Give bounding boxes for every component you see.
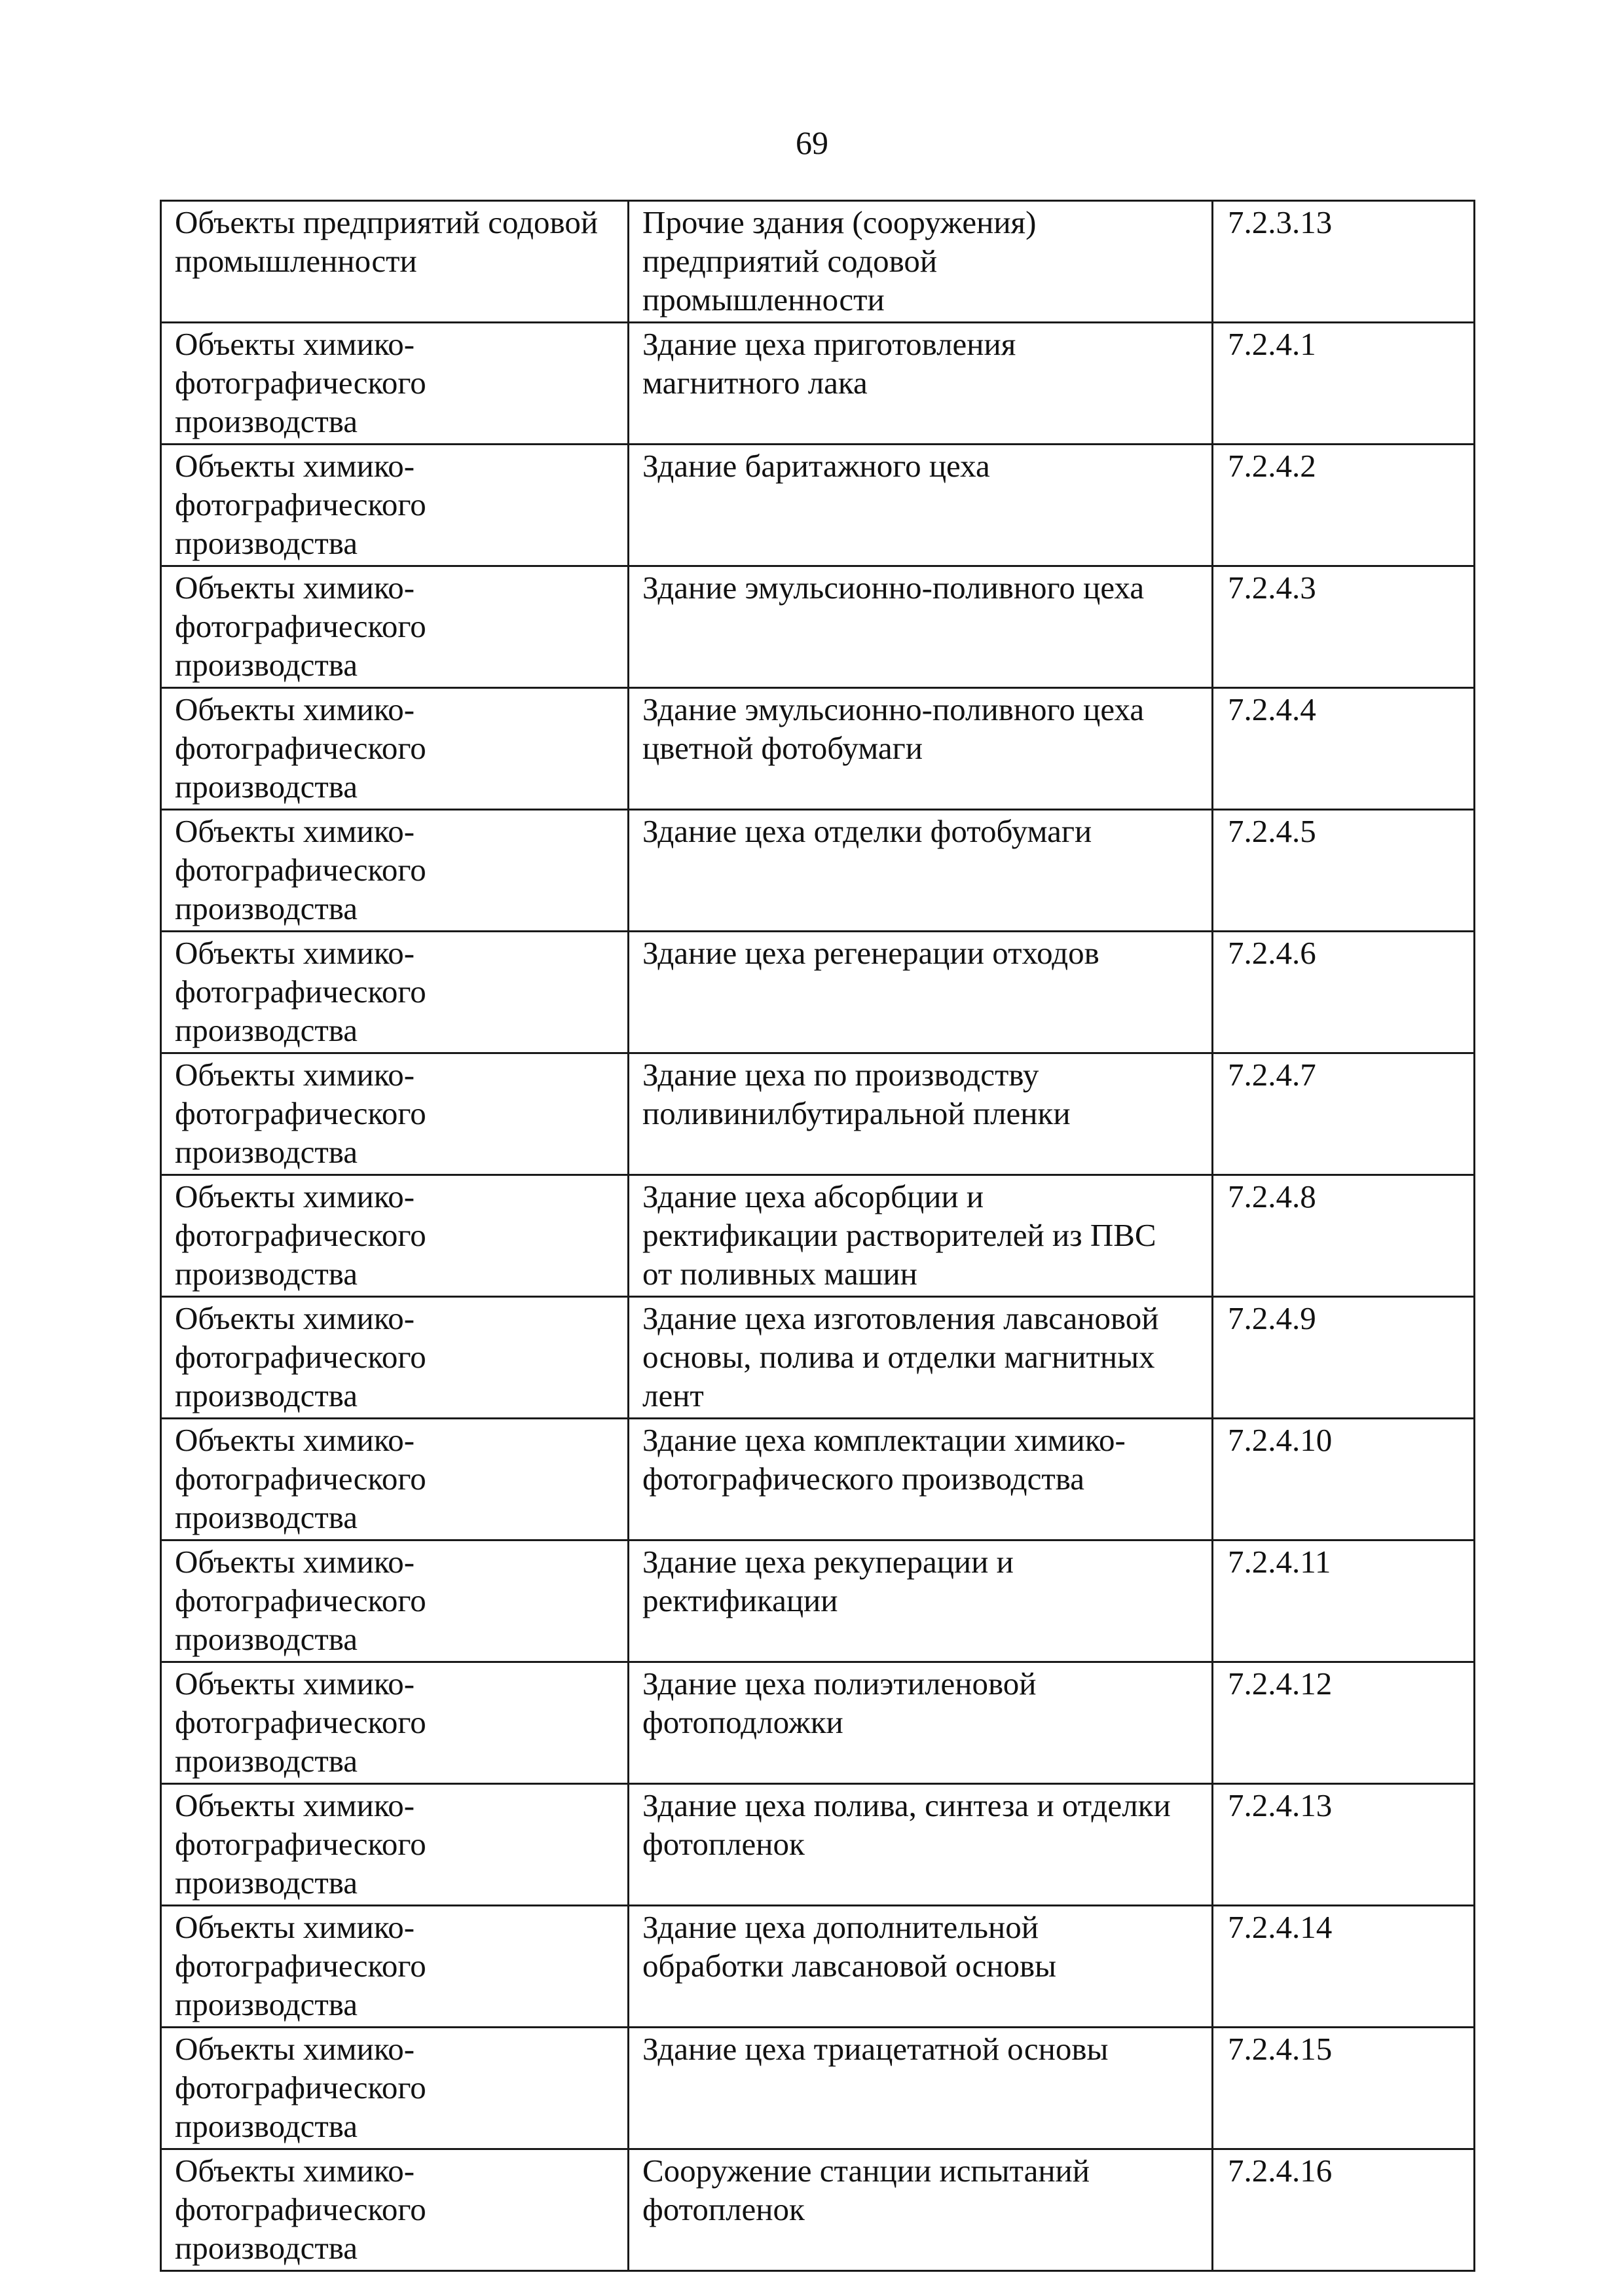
object-type-cell-line: производства (175, 647, 358, 683)
code-cell: 7.2.4.9 (1213, 1297, 1475, 1419)
object-type-cell-line: производства (175, 1256, 358, 1292)
table-row (161, 1053, 1475, 1175)
code-cell: 7.2.4.5 (1213, 810, 1475, 932)
building-name-cell-line: Сооружение станции испытаний (642, 2153, 1090, 2189)
page-number: 69 (796, 124, 828, 161)
object-type-cell-line: фотографического (175, 730, 426, 766)
object-type-cell (161, 2149, 629, 2271)
object-type-cell-line: производства (175, 890, 358, 926)
object-type-cell-line: фотографического (175, 1461, 426, 1497)
building-name-cell (629, 1784, 1213, 1906)
object-type-cell-line: фотографического (175, 1948, 426, 1984)
building-name-cell-line: Здание цеха полиэтиленовой (642, 1666, 1037, 1702)
building-name-cell (629, 2028, 1213, 2149)
building-name-cell (629, 1419, 1213, 1540)
object-type-cell-line: фотографического (175, 852, 426, 888)
object-type-cell-line: Объекты химико- (175, 326, 415, 362)
object-type-cell-line: Объекты химико- (175, 1057, 415, 1093)
object-type-cell-line: Объекты химико- (175, 1544, 415, 1580)
building-name-cell-line: фотопленок (642, 2191, 805, 2227)
code-cell: 7.2.4.12 (1213, 1662, 1475, 1784)
building-name-cell (629, 201, 1213, 323)
object-type-cell-line: производства (175, 769, 358, 805)
object-type-cell-line: производства (175, 1499, 358, 1535)
object-type-cell-line: фотографического (175, 1704, 426, 1740)
object-type-cell-line: производства (175, 1865, 358, 1901)
object-type-cell-line: Объекты химико- (175, 1666, 415, 1702)
object-type-cell-line: производства (175, 1377, 358, 1413)
object-type-cell (161, 323, 629, 445)
code-cell: 7.2.4.13 (1213, 1784, 1475, 1906)
table-row (161, 1419, 1475, 1540)
object-type-cell (161, 1419, 629, 1540)
building-name-cell-line: основы, полива и отделки магнитных (642, 1339, 1155, 1375)
object-type-cell-line: производства (175, 1012, 358, 1048)
object-type-cell (161, 2028, 629, 2149)
table-row (161, 323, 1475, 445)
code-cell: 7.2.4.3 (1213, 566, 1475, 688)
building-name-cell (629, 688, 1213, 810)
object-type-cell (161, 1297, 629, 1419)
object-type-cell-line: Объекты химико- (175, 935, 415, 971)
object-type-cell-line: производства (175, 525, 358, 561)
building-name-cell-line: Здание эмульсионно-поливного цеха (642, 570, 1145, 606)
building-name-cell-line: фотографического производства (642, 1461, 1085, 1497)
building-name-cell-line: ректификации растворителей из ПВС (642, 1217, 1156, 1253)
code-cell: 7.2.4.10 (1213, 1419, 1475, 1540)
building-name-cell-line: поливинилбутиральной пленки (642, 1095, 1071, 1131)
building-name-cell (629, 932, 1213, 1053)
building-name-cell-line: Здание цеха рекуперации и (642, 1544, 1014, 1580)
building-name-cell (629, 1175, 1213, 1297)
object-type-cell (161, 1662, 629, 1784)
classification-table (160, 200, 1475, 2272)
object-type-cell-line: фотографического (175, 1826, 426, 1862)
object-type-cell-line: фотографического (175, 974, 426, 1010)
building-name-cell (629, 323, 1213, 445)
building-name-cell-line: Здание цеха дополнительной (642, 1909, 1039, 1945)
object-type-cell-line: производства (175, 1134, 358, 1170)
object-type-cell (161, 1540, 629, 1662)
code-cell: 7.2.4.2 (1213, 445, 1475, 566)
object-type-cell (161, 1053, 629, 1175)
building-name-cell-line: обработки лавсановой основы (642, 1948, 1057, 1984)
object-type-cell-line: фотографического (175, 1217, 426, 1253)
table-row (161, 688, 1475, 810)
code-cell: 7.2.4.4 (1213, 688, 1475, 810)
building-name-cell-line: Здание цеха отделки фотобумаги (642, 813, 1092, 849)
table-row (161, 1175, 1475, 1297)
object-type-cell-line: Объекты химико- (175, 1909, 415, 1945)
object-type-cell-line: промышленности (175, 243, 417, 279)
table-row (161, 2028, 1475, 2149)
building-name-cell-line: магнитного лака (642, 365, 868, 401)
object-type-cell-line: производства (175, 1986, 358, 2022)
code-cell: 7.2.4.16 (1213, 2149, 1475, 2271)
object-type-cell (161, 810, 629, 932)
building-name-cell-line: фотопленок (642, 1826, 805, 1862)
building-name-cell (629, 1662, 1213, 1784)
building-name-cell-line: Здание эмульсионно-поливного цеха (642, 691, 1145, 727)
building-name-cell-line: Здание цеха абсорбции и (642, 1178, 984, 1214)
building-name-cell-line: лент (642, 1377, 704, 1413)
object-type-cell-line: Объекты химико- (175, 1422, 415, 1458)
building-name-cell-line: Здание цеха регенерации отходов (642, 935, 1099, 971)
object-type-cell-line: фотографического (175, 608, 426, 644)
code-cell: 7.2.4.7 (1213, 1053, 1475, 1175)
table-row (161, 445, 1475, 566)
object-type-cell (161, 688, 629, 810)
object-type-cell-line: Объекты химико- (175, 1787, 415, 1823)
building-name-cell (629, 566, 1213, 688)
table-row (161, 1540, 1475, 1662)
table-row (161, 810, 1475, 932)
object-type-cell-line: фотографического (175, 2191, 426, 2227)
building-name-cell (629, 1906, 1213, 2028)
object-type-cell-line: производства (175, 1743, 358, 1779)
table-row (161, 201, 1475, 323)
object-type-cell (161, 1175, 629, 1297)
object-type-cell-line: Объекты химико- (175, 570, 415, 606)
building-name-cell-line: от поливных машин (642, 1256, 917, 1292)
object-type-cell (161, 201, 629, 323)
object-type-cell-line: фотографического (175, 486, 426, 522)
building-name-cell-line: ректификации (642, 1582, 838, 1618)
table-row (161, 1784, 1475, 1906)
table-body (161, 201, 1475, 2271)
object-type-cell (161, 566, 629, 688)
building-name-cell (629, 1540, 1213, 1662)
object-type-cell-line: фотографического (175, 1582, 426, 1618)
building-name-cell-line: Здание цеха изготовления лавсановой (642, 1300, 1159, 1336)
table-row (161, 1906, 1475, 2028)
building-name-cell (629, 810, 1213, 932)
object-type-cell (161, 932, 629, 1053)
table-row (161, 2149, 1475, 2271)
object-type-cell-line: Объекты химико- (175, 448, 415, 484)
building-name-cell (629, 1297, 1213, 1419)
object-type-cell (161, 1784, 629, 1906)
object-type-cell-line: Объекты химико- (175, 1300, 415, 1336)
building-name-cell-line: цветной фотобумаги (642, 730, 923, 766)
object-type-cell (161, 1906, 629, 2028)
object-type-cell-line: Объекты химико- (175, 691, 415, 727)
table-row (161, 932, 1475, 1053)
object-type-cell-line: фотографического (175, 365, 426, 401)
building-name-cell-line: предприятий содовой (642, 243, 938, 279)
building-name-cell-line: фотоподложки (642, 1704, 843, 1740)
object-type-cell-line: фотографического (175, 1095, 426, 1131)
code-cell: 7.2.4.8 (1213, 1175, 1475, 1297)
building-name-cell-line: Здание цеха по производству (642, 1057, 1039, 1093)
object-type-cell-line: фотографического (175, 2069, 426, 2105)
object-type-cell-line: Объекты химико- (175, 813, 415, 849)
building-name-cell-line: промышленности (642, 282, 885, 318)
code-cell: 7.2.4.6 (1213, 932, 1475, 1053)
object-type-cell-line: фотографического (175, 1339, 426, 1375)
code-cell: 7.2.4.11 (1213, 1540, 1475, 1662)
building-name-cell (629, 2149, 1213, 2271)
object-type-cell-line: Объекты химико- (175, 1178, 415, 1214)
table-row (161, 1297, 1475, 1419)
object-type-cell-line: производства (175, 403, 358, 439)
object-type-cell-line: производства (175, 2108, 358, 2144)
table-row (161, 566, 1475, 688)
code-cell: 7.2.4.15 (1213, 2028, 1475, 2149)
object-type-cell-line: производства (175, 1621, 358, 1657)
object-type-cell-line: Объекты химико- (175, 2153, 415, 2189)
building-name-cell-line: Здание цеха полива, синтеза и отделки (642, 1787, 1171, 1823)
object-type-cell-line: производства (175, 2230, 358, 2266)
building-name-cell-line: Здание цеха приготовления (642, 326, 1016, 362)
object-type-cell (161, 445, 629, 566)
building-name-cell-line: Здание баритажного цеха (642, 448, 990, 484)
code-cell: 7.2.4.14 (1213, 1906, 1475, 2028)
building-name-cell (629, 1053, 1213, 1175)
building-name-cell-line: Прочие здания (сооружения) (642, 204, 1037, 240)
code-cell: 7.2.3.13 (1213, 201, 1475, 323)
building-name-cell-line: Здание цеха комплектации химико- (642, 1422, 1126, 1458)
code-cell: 7.2.4.1 (1213, 323, 1475, 445)
building-name-cell-line: Здание цеха триацетатной основы (642, 2031, 1109, 2067)
table-row (161, 1662, 1475, 1784)
building-name-cell (629, 445, 1213, 566)
object-type-cell-line: Объекты предприятий содовой (175, 204, 599, 240)
object-type-cell-line: Объекты химико- (175, 2031, 415, 2067)
